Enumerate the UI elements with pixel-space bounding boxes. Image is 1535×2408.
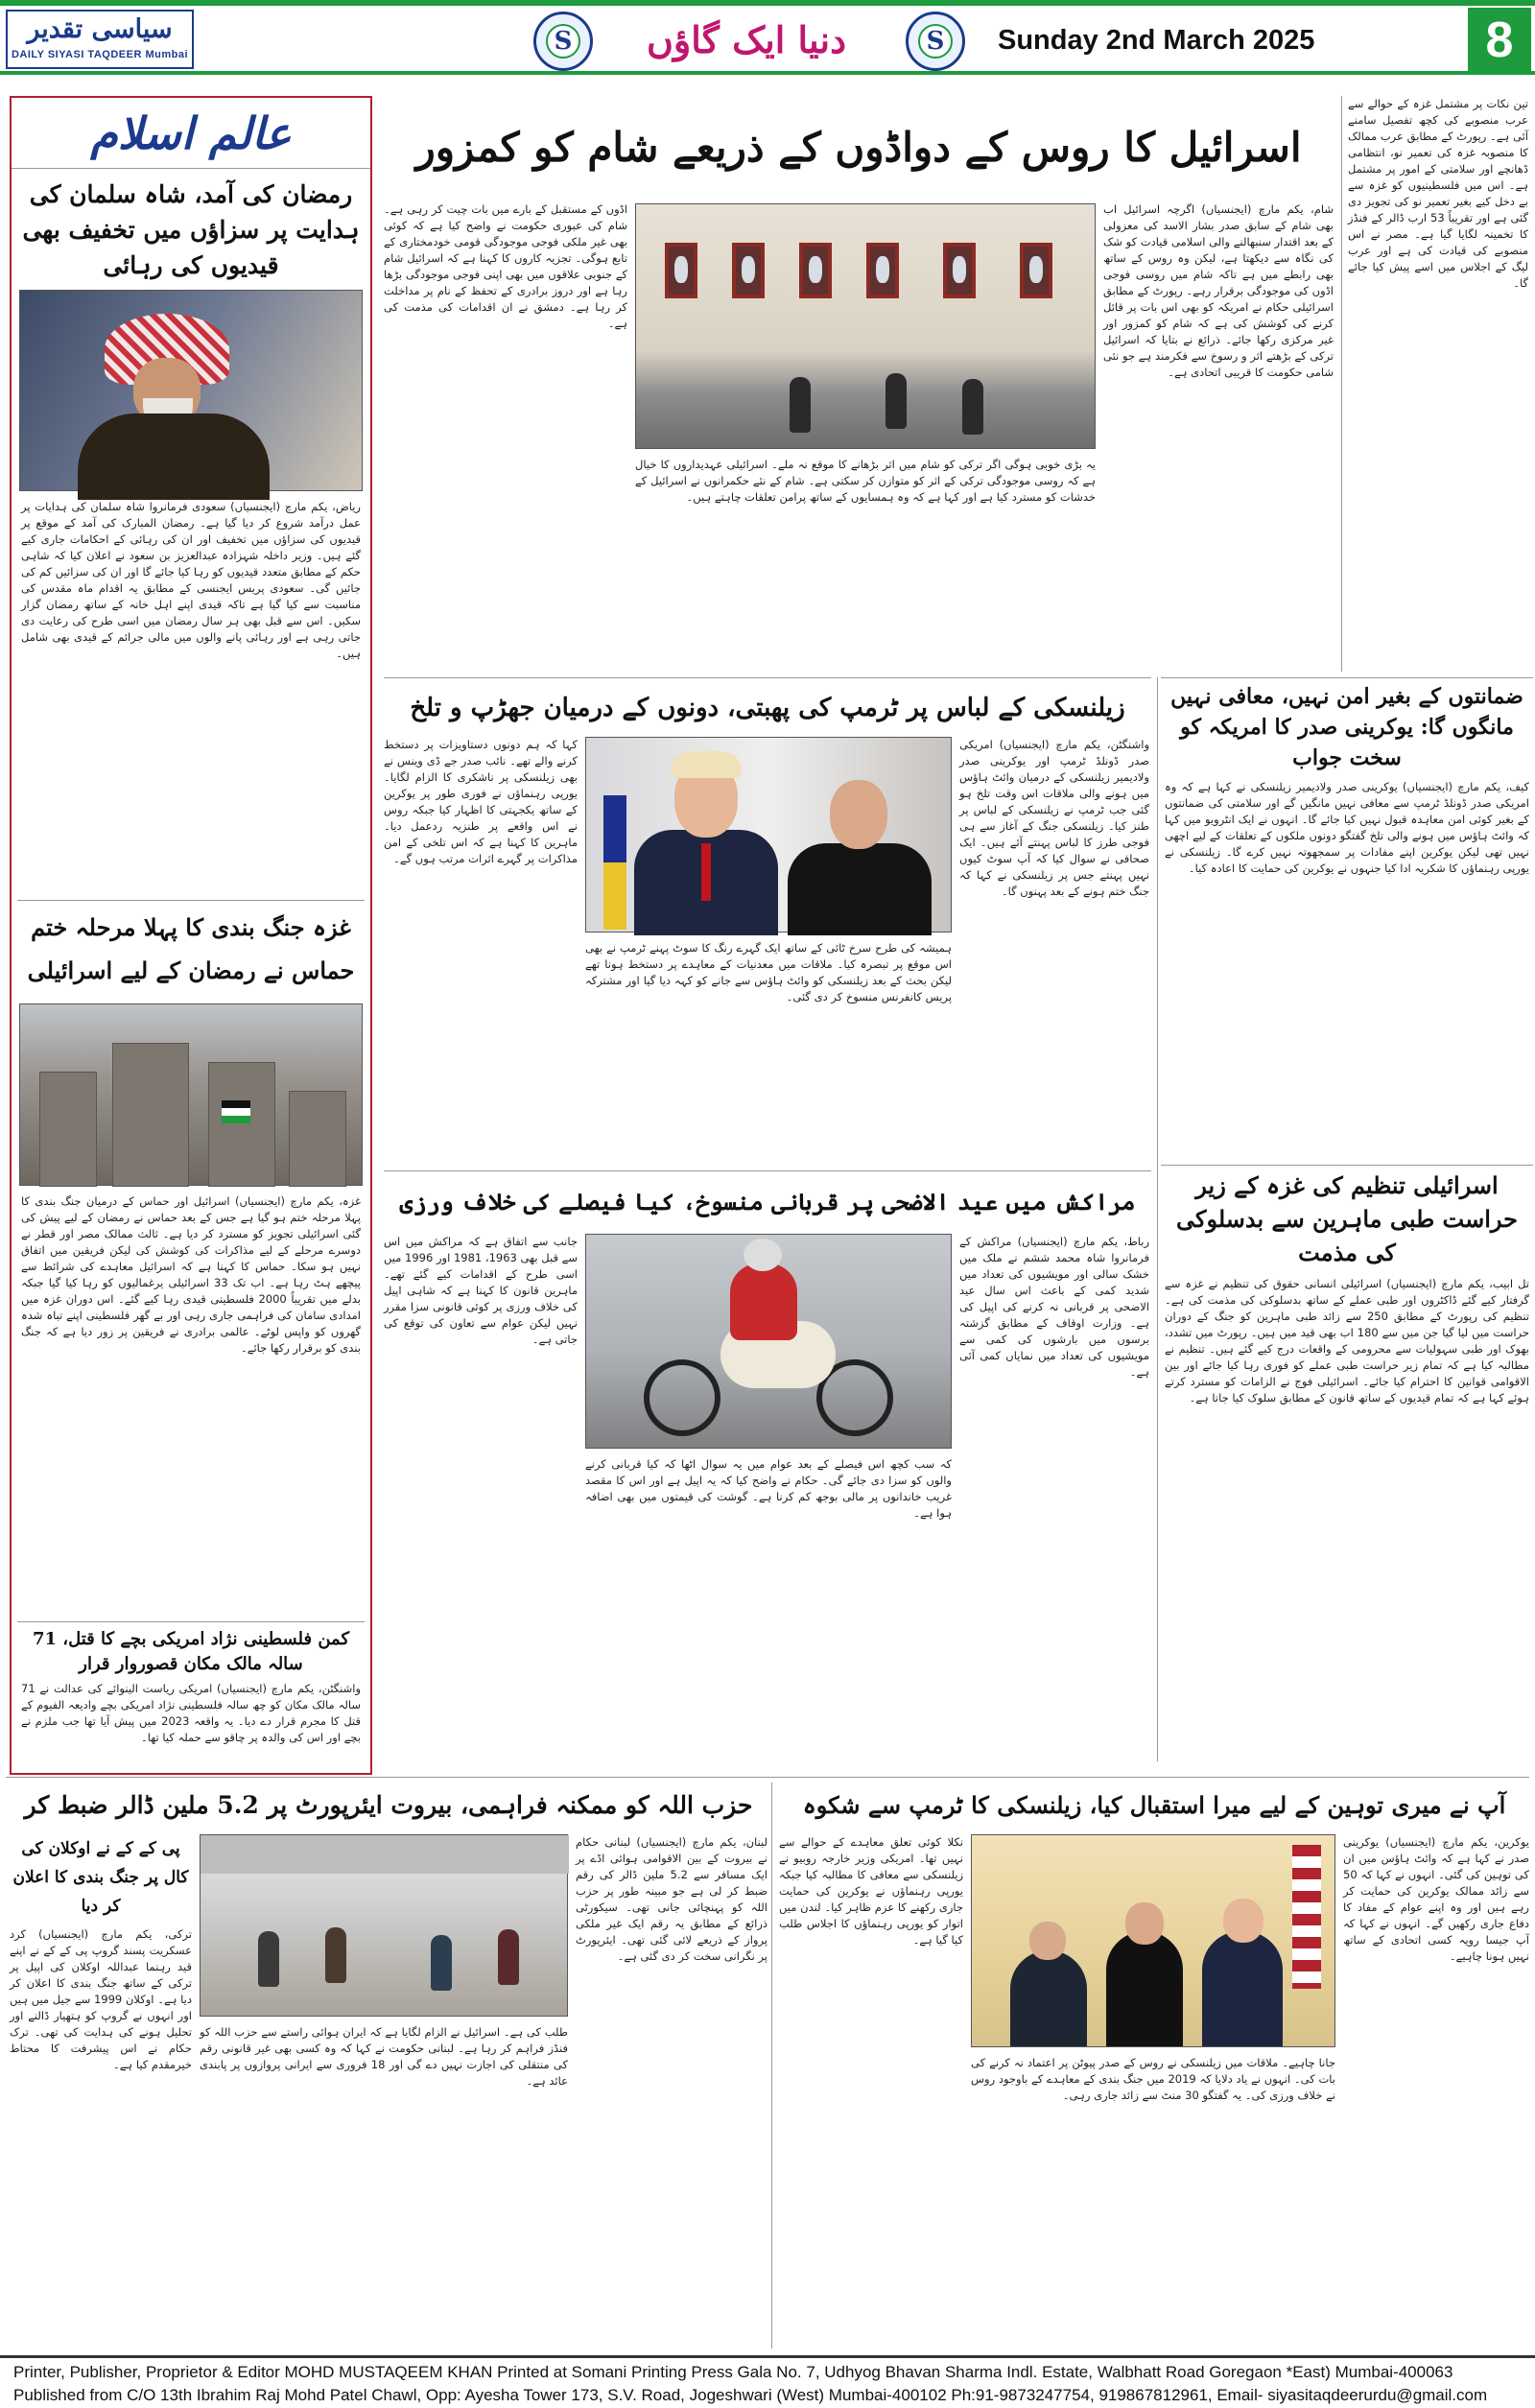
divider bbox=[17, 1621, 365, 1622]
pedestrian bbox=[962, 379, 983, 435]
ruined-building bbox=[289, 1091, 346, 1187]
morocco-eid-body-right: رباط، یکم مارچ (ایجنسیاں) مراکش کے فرمانروا شاہ محمد ششم نے ملک میں خشک سالی اور مویشیوں کی تعداد میں شدید کمی کے باعث اس سال عید الاضحی پر قربانی نہ کرنے کی اپیل کی ہے۔ وزارت اوقاف کے مطابق گزشتہ برسوں میں بارشوں کی کمی سے مویشیوں کی تعداد میں نمایاں کمی آئی ہے۔ bbox=[959, 1235, 1149, 1379]
damascus-street-photo bbox=[635, 203, 1096, 449]
imprint-line-2: Published from C/O 13th Ibrahim Raj Mohd Patel Chawl, Opp: Ayesha Tower 173, S.V. Road, Jogeshwari (West) Mumbai-400102 Ph:91-9873247754, 919867812961, Email- siyasitaqdeerurdu@gmail.com bbox=[13, 2386, 1488, 2404]
king-robe bbox=[78, 413, 270, 500]
gaza-ruins-photo bbox=[19, 1003, 363, 1186]
window bbox=[665, 243, 697, 298]
emblem-right-letter: S bbox=[918, 24, 953, 59]
zelensky-dress-body-right: واشنگٹن، یکم مارچ (ایجنسیاں) امریکی صدر ڈونلڈ ٹرمپ اور یوکرینی صدر ولادیمیر زیلنسکی کے درمیان وائٹ ہاؤس میں ہونے والی ملاقات اس وقت تلخ ہو گئی جب ٹرمپ نے زیلنسکی کے لباس پر طنز کیا۔ زیلنسکی جنگ کے آغاز سے ہی فوجی طرز کا لباس پہنتے آئے ہیں۔ ایک صحافی نے سوال کیا کہ آپ سوٹ کیوں نہیں پہنتے جس پر زیلنسکی نے کہا کہ جنگ ختم ہونے کے بعد پہنوں گا۔ bbox=[959, 738, 1149, 898]
king-salman-photo bbox=[19, 290, 363, 491]
pkk-ceasefire-headline[interactable]: پی کے کے نے اوکلان کی کال پر جنگ بندی کا اعلان کر دیا bbox=[12, 1839, 189, 1916]
pkk-ceasefire-body: ترکی، یکم مارچ (ایجنسیاں) کرد عسکریت پسند گروپ پی کے کے نے اپنے قید رہنما عبداللہ اوکلان کی اپیل پر ترکی کے ساتھ جنگ بندی کا اعلان کر دیا ہے۔ اوکلان 1999 سے جیل میں ہیں اور انہوں نے گروپ کو ہتھیار ڈالنے اور تحلیل ہونے کی ہدایت کی تھی۔ ترک حکام نے اس پیشرفت کا محتاط خیرمقدم کیا ہے۔ bbox=[10, 1927, 192, 2071]
face bbox=[1029, 1922, 1066, 1960]
story-body: ریاض، یکم مارچ (ایجنسیاں) سعودی فرمانروا شاہ سلمان کی ہدایات پر عمل درآمد شروع کر دیا گیا ہے۔ رمضان المبارک کی آمد کے موقع پر قیدیوں کی سزاؤں میں تخفیف اور ان کی رہائی کے احکامات جاری کیے گئے ہیں۔ وزیر داخلہ شہزادہ عبدالعزیز بن سعود نے اعلان کیا کہ شاہی حکم کے مطابق متعدد قیدیوں کو رہا کیا جائے گا اور ان کی سزائیں کم کی جائیں گی۔ سعودی پریس ایجنسی کے مطابق یہ اقدام ماہ مقدس کی مناسبت سے کیا گیا ہے تاکہ قیدی اپنے اہل خانہ کے ساتھ رمضان گزار سکیں۔ اس سے قبل بھی ہر سال رمضان میں اسی طرح کی رعایت دی جاتی رہی ہے اور رہائی پانے والوں میں مالی جرائم کے قیدی بھی شامل ہیں۔ bbox=[21, 500, 361, 660]
divider bbox=[1161, 1165, 1533, 1166]
rider-helmet bbox=[744, 1239, 782, 1271]
ruined-building bbox=[208, 1062, 275, 1187]
story-body: واشنگٹن، یکم مارچ (ایجنسیاں) امریکی ریاست الینوائے کی عدالت نے 71 سالہ مالک مکان کو چھ سالہ فلسطینی نژاد امریکی بچے وادیعہ الفیوم کے قتل کا مجرم قرار دے دیا۔ یہ واقعہ 2023 میں پیش آیا تھا جب ملزم نے بچے اور اس کی والدہ پر چاقو سے حملہ کیا تھا۔ bbox=[21, 1682, 361, 1744]
masthead bbox=[0, 0, 1535, 75]
slogan: دنیا ایک گاؤں bbox=[646, 18, 847, 61]
medics-detention-headline[interactable]: اسرائیلی تنظیم کی غزہ کے زیر حراست طبی ماہرین سے بدسلوکی کی مذمت bbox=[1176, 1171, 1518, 1266]
gaza-plan-story-body: تین نکات پر مشتمل غزہ کے حوالے سے عرب منصوبے کی کچھ تفصیل سامنے آئی ہے۔ رپورٹ کے مطابق عرب ممالک کا منصوبہ غزہ کی تعمیر نو، انتظامی ڈھانچے اور سلامتی کے امور پر مشتمل ہے۔ اس میں فلسطینیوں کو غزہ سے بے دخل کیے بغیر تعمیر نو کی تجویز دی گئی ہے اور تقریباً 53 ارب ڈالر کے فنڈز کا تخمینہ لگایا گیا ہے۔ مصر نے اس منصوبے کی قیادت کی ہے اور عرب لیگ کے اجلاس میں اسے پیش کیا جائے گا۔ bbox=[1348, 97, 1528, 290]
beirut-airport-headline[interactable]: حزب اللہ کو ممکنہ فراہمی، بیروت ایئرپورٹ پر 5.2 ملین ڈالر ضبط کر bbox=[24, 1791, 753, 1819]
traveller bbox=[325, 1927, 346, 1983]
divider bbox=[384, 1170, 1151, 1171]
morocco-eid-body-left: جانب سے اتفاق ہے کہ مراکش میں اس سے قبل بھی 1963، 1981 اور 1996 میں اسی طرح کے اقدامات کیے گئے تھے۔ ماہرین قانون کا کہنا ہے کہ شاہی اپیل کی خلاف ورزی پر کوئی قانونی سزا مقرر نہیں لیکن عوام سے تعاون کی توقع کی جاتی ہے۔ bbox=[384, 1235, 578, 1346]
emblem-left-icon bbox=[533, 12, 593, 71]
column-rule bbox=[1157, 677, 1158, 1761]
divider bbox=[17, 900, 365, 901]
zelensky-dress-body-mid: ہمیشہ کی طرح سرخ ٹائی کے ساتھ ایک گہرے رنگ کا سوٹ پہنے ٹرمپ نے بھی اس موقع پر تبصرہ کیا۔ ملاقات میں معدنیات کے معاہدے پر دستخط ہونا تھے لیکن بحث کے بعد زیلنسکی کو وائٹ ہاؤس سے جانے کو کہہ دیا گیا اور مشترکہ پریس کانفرنس منسوخ کر دی گئی۔ bbox=[585, 941, 952, 1003]
divider bbox=[384, 677, 1151, 678]
left-column-box bbox=[10, 96, 372, 1775]
window bbox=[866, 243, 899, 298]
column-rule bbox=[771, 1782, 772, 2349]
zelensky-complaint-headline[interactable]: آپ نے میری توہین کے لیے میرا استقبال کیا، زیلنسکی کا ٹرمپ سے شکوہ bbox=[802, 1791, 1506, 1819]
beirut-body-left: طلب کی ہے۔ اسرائیل نے الزام لگایا ہے کہ ایران ہوائی راستے سے حزب اللہ کو فنڈز فراہم کر رہا ہے۔ لبنانی حکومت نے کہا کہ وہ کسی بھی غیر قانونی رقم کی منتقلی کی اجازت نہیں دے گی اور 18 فروری سے ایرانی پروازوں پر پابندی عائد ہے۔ bbox=[200, 2025, 568, 2088]
beirut-body-right: لبنان، یکم مارچ (ایجنسیاں) لبنانی حکام نے بیروت کے بین الاقوامی ہوائی اڈے پر ایک مسافر سے 5.2 ملین ڈالر کی رقم ضبط کر لی ہے جو مبینہ طور پر حزب اللہ کو پہنچائی جانی تھی۔ سیکورٹی ذرائع کے مطابق یہ رقم ایک غیر ملکی پرواز کے ذریعے لائی گئی تھی۔ ایئرپورٹ پر نگرانی سخت کر دی گئی ہے۔ bbox=[576, 1835, 768, 1963]
window bbox=[1020, 243, 1052, 298]
ruined-building bbox=[39, 1072, 97, 1187]
red-tie bbox=[701, 843, 711, 901]
bike-wheel bbox=[644, 1359, 720, 1436]
face bbox=[1223, 1899, 1263, 1943]
zelensky-clothing bbox=[788, 843, 932, 935]
imprint-line-1: Printer, Publisher, Proprietor & Editor MOHD MUSTAQEEM KHAN Printed at Somani Printing Press Gala No. 7, Udhyog Bhavan Sharma Indl. Estate, Walbhatt Road Goregaon *East) Mumbai-400063 bbox=[13, 2363, 1453, 2381]
zelensky-complaint-body-left: نکلا کوئی تعلق معاہدے کے حوالے سے نہیں تھا۔ امریکی وزیر خارجہ روبیو نے زیلنسکی سے معافی کا مطالبہ کیا جبکہ یورپی رہنماؤں نے یوکرین کی حمایت جاری رکھنے کا عزم ظاہر کیا۔ لندن میں اتوار کو یورپی رہنماؤں کا اجلاس طلب کیا گیا ہے۔ bbox=[779, 1835, 963, 1947]
trump-zelensky-photo bbox=[585, 737, 952, 933]
story-headline[interactable]: رمضان کی آمد، شاہ سلمان کی ہدایت پر سزاؤں میں تخفیف بھی قیدیوں کی رہائی bbox=[22, 180, 360, 279]
window bbox=[943, 243, 976, 298]
imprint-footer bbox=[0, 2355, 1535, 2408]
traveller bbox=[431, 1935, 452, 1991]
pedestrian bbox=[790, 377, 811, 433]
zelensky-face bbox=[830, 780, 887, 849]
face bbox=[1125, 1902, 1164, 1945]
emblem-left-letter: S bbox=[546, 24, 580, 59]
logo-english-text: DAILY SIYASI TAQDEER Mumbai bbox=[11, 49, 189, 60]
morocco-eid-headline[interactable]: مراکش میں عید الاضحی پر قربانی منسوخ، کیا فیصلے کی خلاف ورزی bbox=[399, 1188, 1136, 1216]
flag-icon bbox=[603, 795, 626, 930]
top-story-body-left: اڈوں کے مستقبل کے بارے میں بات چیت کر رہی ہے۔ شام کی عبوری حکومت نے واضح کیا ہے کہ کوئی بھی غیر ملکی فوجی موجودگی قومی خودمختاری کے تابع ہوگی۔ تجزیہ کاروں کا کہنا ہے کہ اسرائیل شام کے جنوبی علاقوں میں بھی اپنی فوجی موجودگی بڑھا رہا ہے اور دروز برادری کے تحفظ کے نام پر مداخلت کر رہا ہے۔ دمشق نے ان اقدامات کی مذمت کی ہے۔ bbox=[384, 202, 627, 330]
top-story-headline[interactable]: اسرائیل کا روس کے دواڈوں کے ذریعے شام کو کمزور bbox=[415, 124, 1302, 171]
traveller bbox=[258, 1931, 279, 1987]
zelensky-dress-body-left: کہا کہ ہم دونوں دستاویزات پر دستخط کرنے والے تھے۔ نائب صدر جے ڈی وینس نے بھی زیلنسکی پر ناشکری کا الزام لگایا۔ یورپی رہنماؤں نے فوری طور پر یوکرین کے ساتھ یکجہتی کا اظہار کیا جبکہ روس نے اس واقعے پر طنزیہ ردعمل دیا۔ ماہرین کا کہنا ہے کہ اس تلخی کے امن مذاکرات پر گہرے اثرات مرتب ہوں گے۔ bbox=[384, 738, 578, 865]
section-title: عالم اسلام bbox=[12, 98, 370, 169]
top-story-body-mid: یہ بڑی خوبی ہوگی اگر ترکی کو شام میں اثر بڑھانے کا موقع نہ ملے۔ اسرائیلی عہدیداروں کا خیال ہے کہ روسی موجودگی ترکی کے اثر کو متوازن کر سکتی ہے۔ شام کے نئے حکمرانوں نے اسرائیل کے خدشات کو مسترد کیا ہے اور کہا ہے کہ وہ ہمسایوں کے ساتھ پرامن تعلقات چاہتے ہیں۔ bbox=[635, 458, 1096, 504]
ruined-building bbox=[112, 1043, 189, 1187]
newspaper-logo[interactable] bbox=[6, 10, 194, 69]
top-story-body-right: شام، یکم مارچ (ایجنسیاں) اگرچہ اسرائیل اب بھی شام کے سابق صدر بشار الاسد کی معزولی کے بعد اقتدار سنبھالنے والی اسلامی قیادت کو شک کی نگاہ سے دیکھتا ہے، لیکن وہ روس کے ساتھ بھی رابطے میں ہے تاکہ شام میں روسی فوجی اڈوں کی موجودگی برقرار رہے۔ رپورٹ کے مطابق اسرائیلی حکام نے امریکہ کو بھی اس بات پر قائل کرنے کی کوشش کی ہے کہ شام کو کمزور اور غیر مرکزی رکھا جائے۔ ذرائع نے بتایا کہ اسرائیل ترکی کے بڑھتے اثر و رسوخ سے فکرمند ہے جو نئی شامی حکومت کا قریبی اتحادی ہے۔ bbox=[1103, 202, 1334, 379]
seated-official bbox=[1010, 1950, 1087, 2046]
trump-figure bbox=[1202, 1931, 1283, 2046]
divider bbox=[6, 1777, 1529, 1778]
medics-detention-body: تل ابیب، یکم مارچ (ایجنسیاں) اسرائیلی انسانی حقوق کی تنظیم نے غزہ سے گرفتار کیے گئے ڈاکٹروں اور طبی عملے کے ساتھ بدسلوکی کی مذمت کی ہے۔ تنظیم کی رپورٹ کے مطابق 250 سے زائد طبی ماہرین کو جنگ کے دوران حراست میں لیا گیا جن میں سے 180 اب بھی قید میں ہیں۔ رپورٹ میں تشدد، بھوک اور طبی سہولیات سے محرومی کے واقعات درج کیے گئے ہیں۔ تنظیم نے مطالبہ کیا ہے کہ تمام زیر حراست طبی عملے کو فوری رہا کیا جائے اور بین الاقوامی قوانین کا احترام کیا جائے۔ اسرائیلی فوج نے الزامات کو مسترد کرتے ہوئے کہا ہے کہ تمام قیدیوں کے ساتھ قانون کے مطابق سلوک کیا جاتا ہے۔ bbox=[1165, 1277, 1529, 1405]
logo-urdu-text: سیاسی تقدیر bbox=[27, 14, 173, 44]
emblem-right-icon bbox=[906, 12, 965, 71]
issue-date: Sunday 2nd March 2025 bbox=[998, 25, 1315, 56]
divider bbox=[1161, 677, 1533, 678]
story-body: غزہ، یکم مارچ (ایجنسیاں) اسرائیل اور حماس کے درمیان جنگ بندی کا پہلا مرحلہ ختم ہو گیا ہے جس کے بعد حماس نے رمضان کے لیے پیش کی گئی اسرائیلی تجویز کو مسترد کر دیا ہے۔ ثالث ممالک مصر اور قطر نے دوسرے مرحلے کے لیے مذاکرات کی کوشش کی لیکن فریقین میں اتفاق نہیں ہو سکا۔ حماس کا کہنا ہے کہ اسرائیل معاہدے کی شرائط سے پیچھے ہٹ رہا ہے۔ اب تک 33 اسرائیلی یرغمالیوں کو رہا کیا گیا جبکہ بدلے میں تقریباً 2000 فلسطینی قیدی رہا کیے گئے۔ اس دوران غزہ میں امدادی سامان کی فراہمی جاری رہی اور بے گھر فلسطینی اپنے تباہ شدہ گھروں کو واپس لوٹے۔ عالمی برادری نے فریقین پر زور دیا ہے کہ جنگ بندی کو برقرار رکھا جائے۔ bbox=[21, 1194, 361, 1355]
zelensky-no-apology-headline[interactable]: ضمانتوں کے بغیر امن نہیں، معافی نہیں مانگوں گا: یوکرینی صدر کا امریکہ کو سخت جواب bbox=[1170, 684, 1523, 770]
story-headline[interactable]: کمن فلسطینی نژاد امریکی بچے کا قتل، 71 سالہ مالک مکان قصوروار قرار bbox=[32, 1629, 350, 1674]
airport-ceiling bbox=[201, 1835, 569, 1874]
rider-jacket bbox=[730, 1263, 797, 1340]
zelensky-complaint-body-right: یوکرین، یکم مارچ (ایجنسیاں) یوکرینی صدر نے کہا ہے کہ وائٹ ہاؤس میں ان کی توہین کی گئی۔ انہوں نے کہا کہ 50 سے زائد ممالک یوکرین کی حمایت کر رہے ہیں اور وہ اپنے عوام کے مفاد کا دفاع جاری رکھیں گے۔ انہوں نے کہا کہ آپ جیسا رویہ کسی اتحادی کے ساتھ نہیں ہونا چاہیے۔ bbox=[1343, 1835, 1529, 1963]
zelensky-complaint-body-mid: جانا چاہیے۔ ملاقات میں زیلنسکی نے روس کے صدر پیوٹن پر اعتماد نہ کرنے کی بات کی۔ انہوں نے یاد دلایا کہ 2019 میں جنگ بندی کے معاہدے کے باوجود روس نے خلاف ورزی کی۔ یہ گفتگو 30 منٹ سے زائد جاری رہی۔ bbox=[971, 2056, 1335, 2102]
column-rule bbox=[1341, 96, 1342, 672]
us-flag-icon bbox=[1292, 1845, 1321, 1989]
zelensky-no-apology-body: کیف، یکم مارچ (ایجنسیاں) یوکرینی صدر ولادیمیر زیلنسکی نے کہا ہے کہ وہ امریکی صدر ڈونلڈ ٹرمپ سے معافی نہیں مانگیں گے اور سلامتی کی ضمانتوں کے بغیر کوئی امن معاہدہ قبول نہیں کیا جائے گا۔ انہوں نے ایک انٹرویو میں کہا کہ وائٹ ہاؤس میں ہونے والی تلخ گفتگو دونوں ملکوں کے تعلقات کے لیے اچھی نہیں تھی لیکن یوکرین اپنے مفادات پر سمجھوتہ نہیں کرے گا۔ زیلنسکی نے یورپی رہنماؤں کا شکریہ ادا کیا جنہوں نے یوکرین کی حمایت کا اعادہ کیا۔ bbox=[1165, 780, 1529, 875]
page-number: 8 bbox=[1468, 8, 1531, 73]
story-headline[interactable]: غزہ جنگ بندی کا پہلا مرحلہ ختم حماس نے رمضان کے لیے اسرائیلی bbox=[27, 913, 355, 984]
man-with-sheep-on-bike-photo bbox=[585, 1234, 952, 1449]
window bbox=[732, 243, 765, 298]
pedestrian bbox=[886, 373, 907, 429]
zelensky-figure bbox=[1106, 1931, 1183, 2046]
beirut-airport-photo bbox=[200, 1834, 568, 2017]
traveller bbox=[498, 1929, 519, 1985]
trump-hair bbox=[671, 751, 742, 778]
palestine-flag-icon bbox=[222, 1100, 250, 1123]
oval-office-meeting-photo bbox=[971, 1834, 1335, 2047]
morocco-eid-body-mid: کہ سب کچھ اس فیصلے کے بعد عوام میں یہ سوال اٹھا کہ کیا قربانی کرنے والوں کو سزا دی جائے گی۔ حکام نے واضح کیا کہ یہ اپیل ہے اور اس کا مقصد غریب خاندانوں پر مالی بوجھ کم کرنا ہے۔ گوشت کی قیمتوں میں بھی اضافہ ہوا ہے۔ bbox=[585, 1457, 952, 1520]
window bbox=[799, 243, 832, 298]
zelensky-dress-headline[interactable]: زیلنسکی کے لباس پر ٹرمپ کی پھبتی، دونوں کے درمیان جھڑپ و تلخ bbox=[410, 694, 1125, 722]
